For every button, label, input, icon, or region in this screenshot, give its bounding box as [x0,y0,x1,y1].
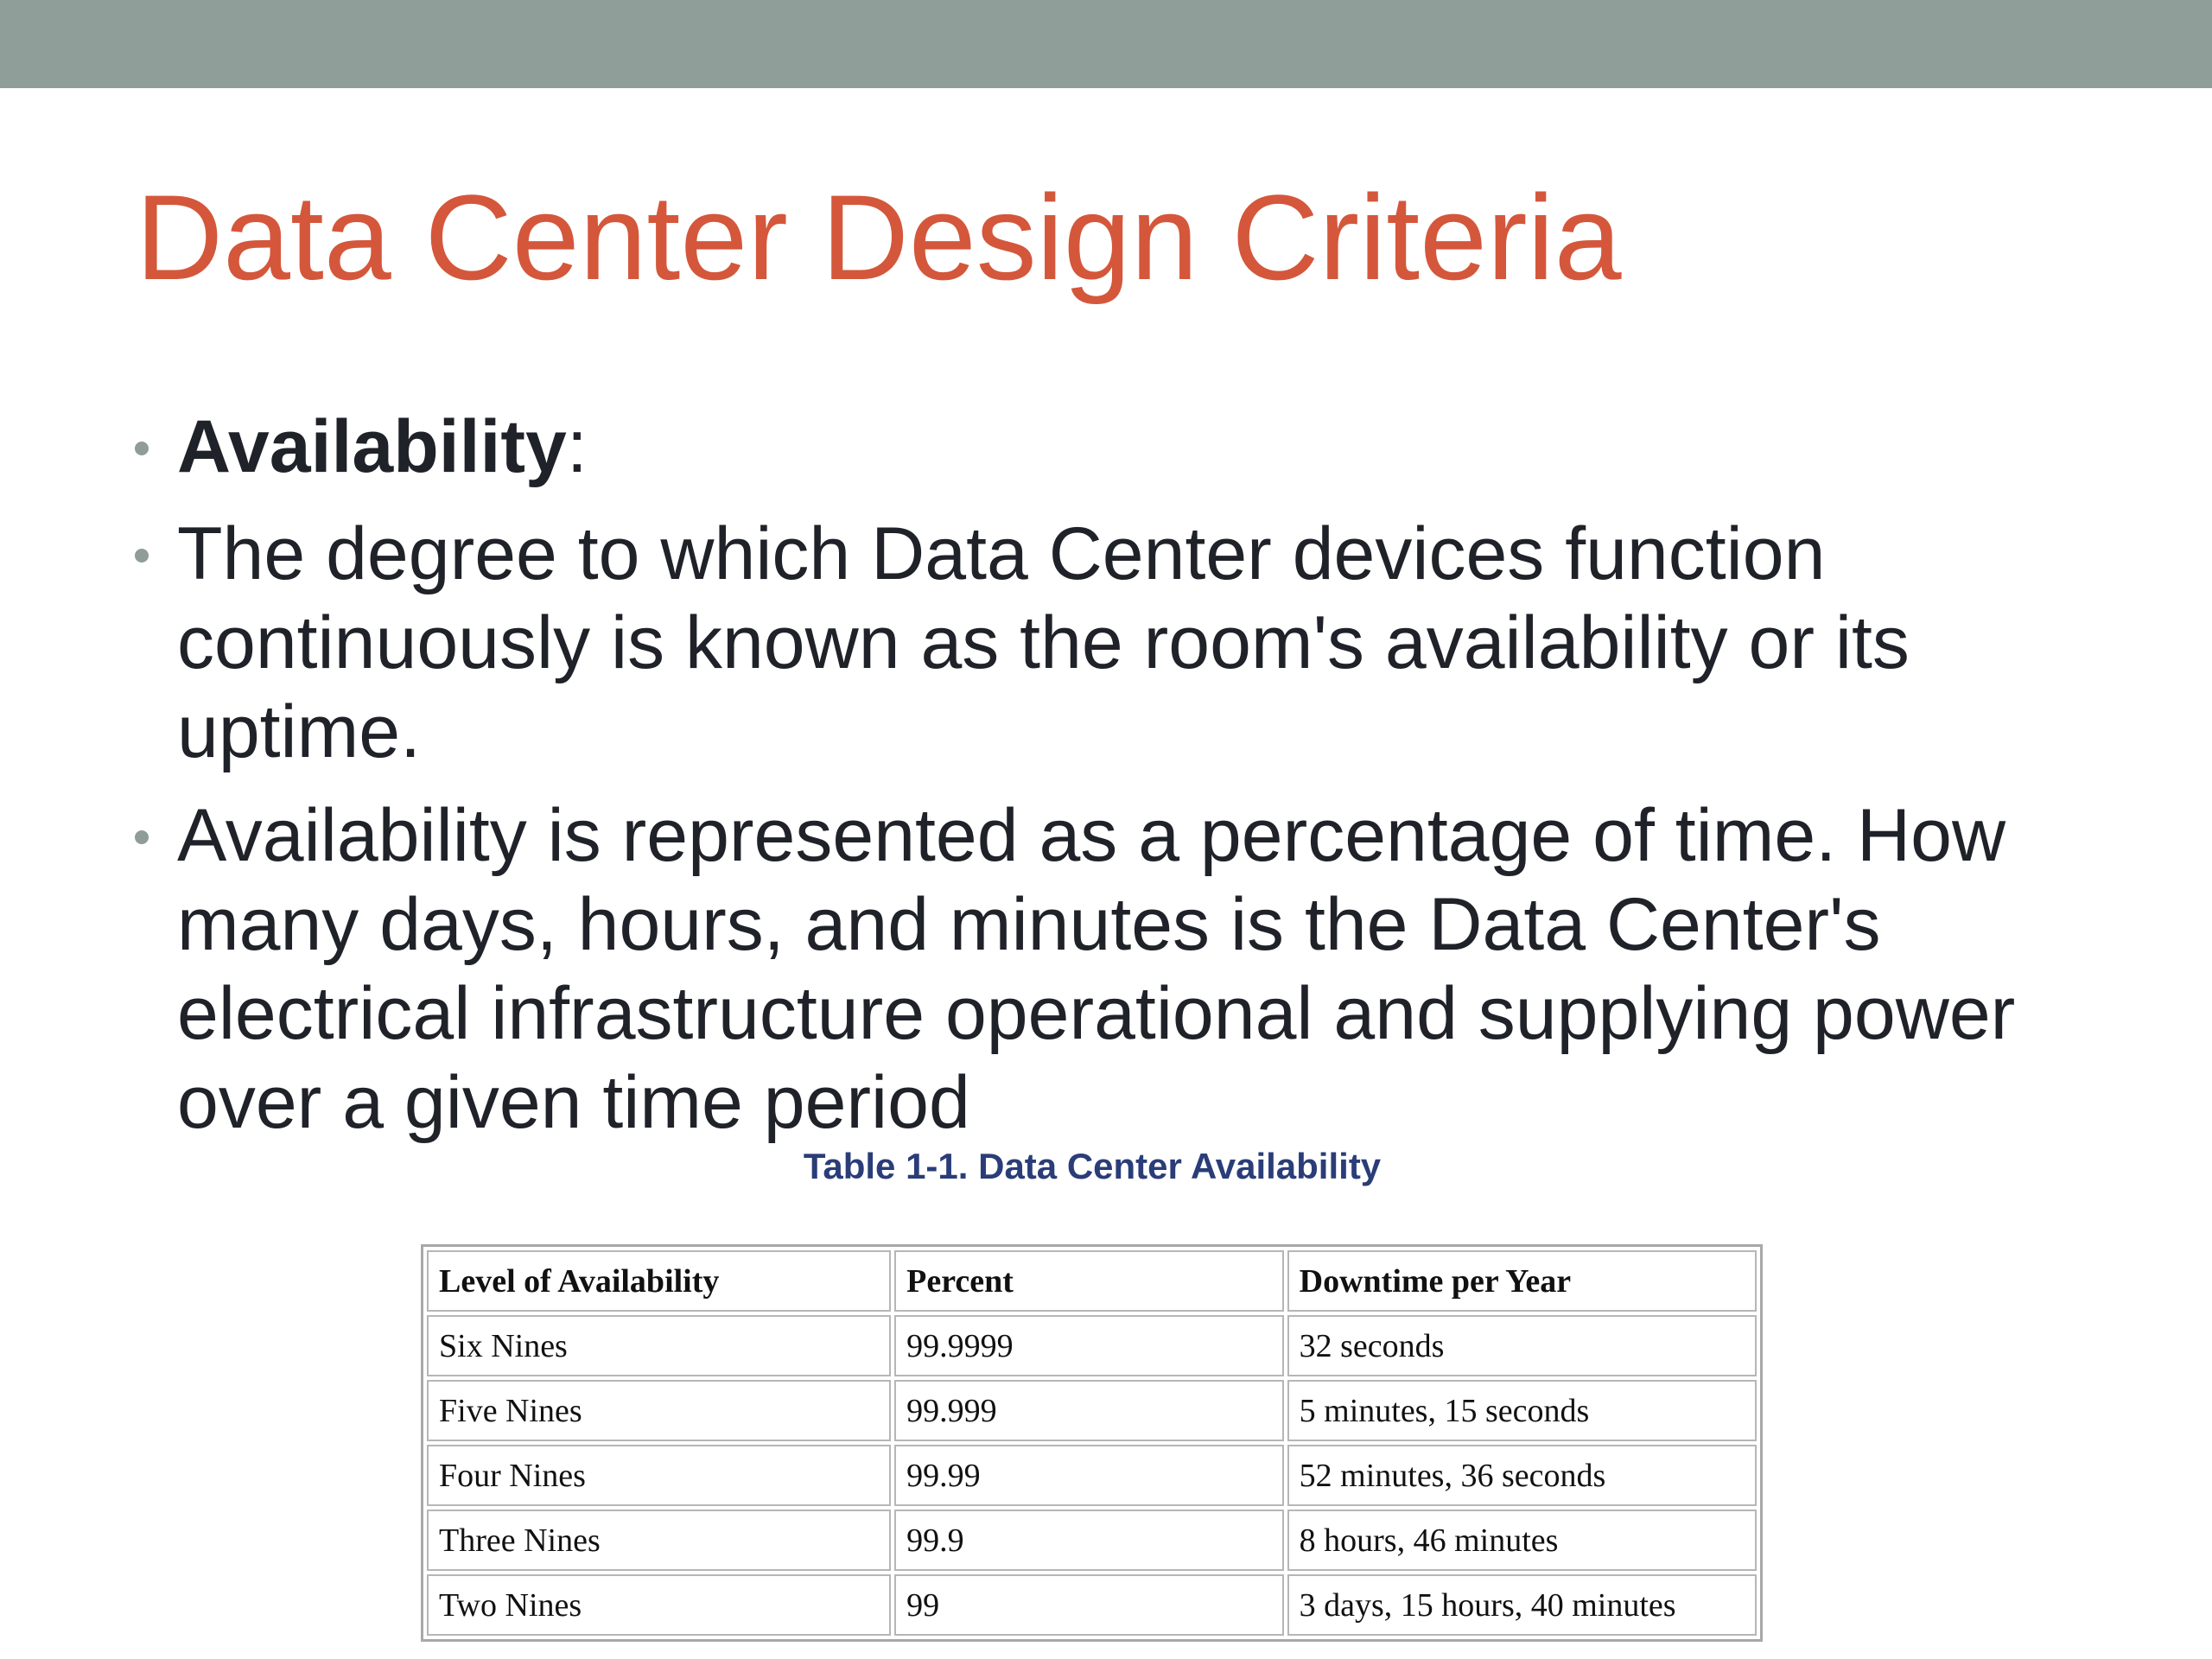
cell-level: Six Nines [427,1315,891,1376]
table-row [427,1315,1757,1376]
header-downtime-per-year: Downtime per Year [1287,1250,1757,1312]
cell-percent: 99.99 [894,1445,1283,1506]
bullet-text: Availability is represented as a percentage of time. How many days, hours, and minutes is the Data Center's electrical infrastructure operational and supplying power over a given time period [177,794,2016,1144]
bullet-dot-icon [135,442,149,455]
cell-percent: 99.9 [894,1510,1283,1571]
bullet-bold-text: Availability [177,405,567,488]
table-row [427,1445,1757,1506]
cell-downtime: 5 minutes, 15 seconds [1287,1380,1757,1441]
cell-level: Four Nines [427,1445,891,1506]
header-level-of-availability: Level of Availability [427,1250,891,1312]
table-header-row [427,1250,1757,1312]
header-percent: Percent [894,1250,1283,1312]
cell-level: Five Nines [427,1380,891,1441]
cell-level: Two Nines [427,1574,891,1636]
cell-percent: 99.999 [894,1380,1283,1441]
table-caption: Table 1-1. Data Center Availability [803,1146,1382,1186]
bullet-text: The degree to which Data Center devices function continuously is known as the room's availability or its uptime. [177,512,1910,773]
bullet-text: : [566,405,588,488]
bullet-item-percentage [177,791,2130,1147]
top-band [0,0,2212,88]
cell-downtime: 32 seconds [1287,1315,1757,1376]
table-row [427,1510,1757,1571]
bullet-item-definition [177,510,2130,777]
cell-percent: 99 [894,1574,1283,1636]
cell-downtime: 52 minutes, 36 seconds [1287,1445,1757,1506]
availability-table [421,1244,1763,1642]
bullet-item-availability [177,403,2130,492]
slide-title: Data Center Design Criteria [136,169,1622,305]
table-row [427,1380,1757,1441]
bullet-dot-icon [135,549,149,563]
cell-downtime: 8 hours, 46 minutes [1287,1510,1757,1571]
cell-level: Three Nines [427,1510,891,1571]
cell-percent: 99.9999 [894,1315,1283,1376]
table-row [427,1574,1757,1636]
bullet-dot-icon [135,830,149,844]
cell-downtime: 3 days, 15 hours, 40 minutes [1287,1574,1757,1636]
